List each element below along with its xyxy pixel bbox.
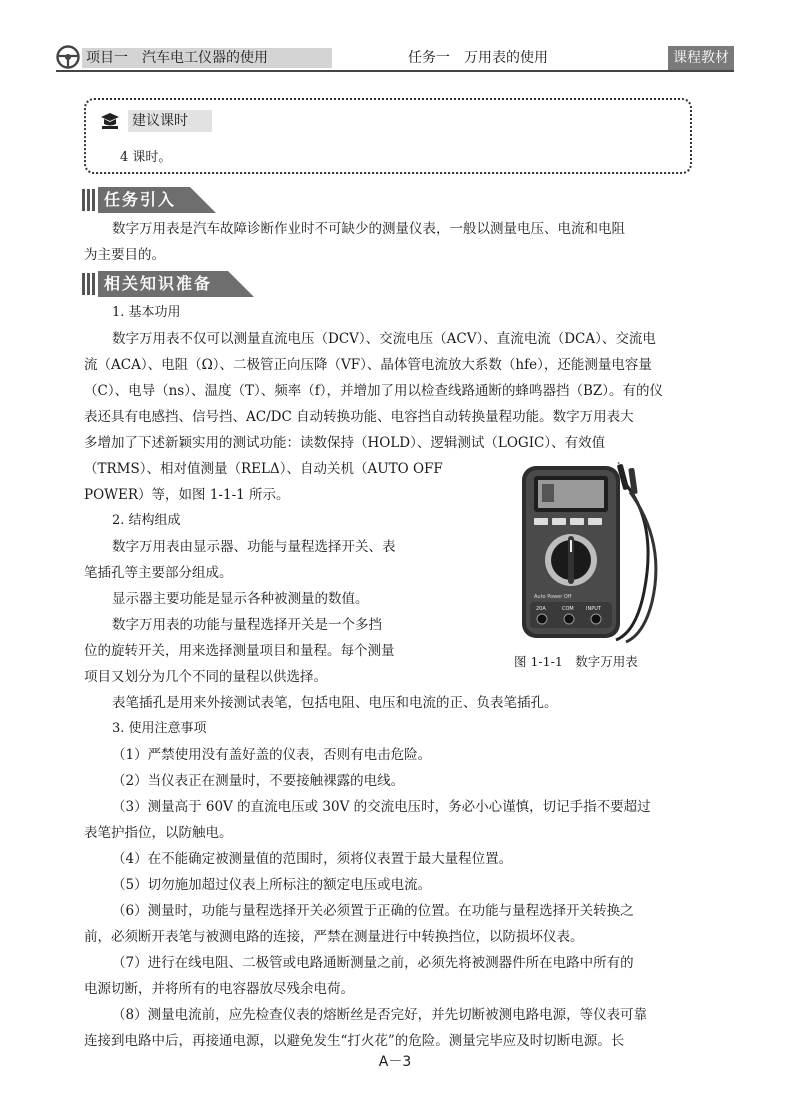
note-line: 连接到电路中后，再接通电源，以避免发生“打火花”的危险。测量完毕应及时切断电源。长 <box>84 1033 625 1049</box>
note-line: 表笔护指位，以防触电。 <box>84 825 233 841</box>
suggested-hours-box <box>84 98 692 174</box>
header-badge: 课程教材 <box>668 46 734 70</box>
multimeter-illustration <box>516 462 666 644</box>
note-line: 电源切断，并将所有的电容器放尽残余电荷。 <box>84 981 354 997</box>
note-line: （8）测量电流前，应先检查仪表的熔断丝是否完好，并先切断被测电路电源，等仪表可靠 <box>112 1007 648 1023</box>
paragraph-line: 数字万用表的功能与量程选择开关是一个多挡 <box>112 617 382 633</box>
note-line: （7）进行在线电阻、二极管或电路通断测量之前，必须先将被测器件所在电路中所有的 <box>112 955 634 971</box>
section-title: 任务引入 <box>104 190 177 209</box>
paragraph-line: 多增加了下述新颖实用的测试功能：读数保持（HOLD）、逻辑测试（LOGIC）、有效值 <box>84 435 606 451</box>
note-line: 前，必须断开表笔与被测电路的连接，严禁在测量进行中转换挡位，以防损坏仪表。 <box>84 929 584 945</box>
note-line: （1）严禁使用没有盖好盖的仪表，否则有电击危险。 <box>112 747 432 763</box>
note-line: （5）切勿施加超过仪表上所标注的额定电压或电流。 <box>112 877 432 893</box>
subheading-structure: 2. 结构组成 <box>112 513 181 528</box>
paragraph-line: 表笔插孔是用来外接测试表笔，包括电阻、电压和电流的正、负表笔插孔。 <box>112 695 558 711</box>
header-divider <box>56 70 734 72</box>
note-line: （4）在不能确定被测量值的范围时，须将仪表置于最大量程位置。 <box>112 851 513 867</box>
paragraph-line: 项目又划分为几个不同的量程以供选择。 <box>84 669 327 685</box>
paragraph-line: 笔插孔等主要部分组成。 <box>84 565 233 581</box>
steering-wheel-icon <box>56 45 80 69</box>
paragraph-line: POWER）等，如图 1-1-1 所示。 <box>84 487 290 503</box>
paragraph-line: 显示器主要功能是显示各种被测量的数值。 <box>112 591 369 607</box>
subheading-precautions: 3. 使用注意事项 <box>112 721 207 736</box>
section-title: 相关知识准备 <box>104 274 213 293</box>
meter-brand-text: Auto Power Off <box>534 594 572 600</box>
suggested-hours-text: 4 课时。 <box>120 150 172 165</box>
jack-label-input: INPUT <box>586 606 601 612</box>
paragraph-line: 数字万用表是汽车故障诊断作业时不可缺少的测量仪表，一般以测量电压、电流和电阻 <box>112 221 625 237</box>
page-number: A－3 <box>378 1054 412 1070</box>
section-heading-task-intro <box>82 187 216 213</box>
jack-label-com: COM <box>562 606 574 612</box>
suggested-hours-title: 建议课时 <box>128 110 212 132</box>
paragraph-line: 数字万用表由显示器、功能与量程选择开关、表 <box>112 539 396 555</box>
figure-caption: 图 1-1-1 数字万用表 <box>514 654 638 669</box>
jack-label-20a: 20A <box>536 606 546 612</box>
graduation-cap-icon <box>100 112 120 130</box>
paragraph-line: 表还具有电感挡、信号挡、AC/DC 自动转换功能、电容挡自动转换量程功能。数字万用表大 <box>84 409 634 425</box>
page-header <box>56 44 734 70</box>
section-heading-knowledge <box>82 271 254 297</box>
header-project-title: 项目一 汽车电工仪器的使用 <box>82 48 332 68</box>
paragraph-line: （TRMS）、相对值测量（RELΔ）、自动关机（AUTO OFF <box>84 461 443 477</box>
paragraph-line: 位的旋转开关，用来选择测量项目和量程。每个测量 <box>84 643 395 659</box>
paragraph-line: 数字万用表不仅可以测量直流电压（DCV）、交流电压（ACV）、直流电流（DCA）、交流电 <box>112 331 656 347</box>
paragraph-line: 为主要目的。 <box>84 247 165 263</box>
note-line: （6）测量时，功能与量程选择开关必须置于正确的位置。在功能与量程选择开关转换之 <box>112 903 634 919</box>
paragraph-line: （C）、电导（ns）、温度（T）、频率（f），并增加了用以检查线路通断的蜂鸣器挡（BZ）。有的仪 <box>84 383 664 399</box>
paragraph-line: 流（ACA）、电阻（Ω）、二极管正向压降（VF）、晶体管电流放大系数（hfe），还能测量电容量 <box>84 357 652 373</box>
header-task-title: 任务一 万用表的使用 <box>408 50 548 66</box>
note-line: （2）当仪表正在测量时，不要接触裸露的电线。 <box>112 773 405 789</box>
subheading-basic-function: 1. 基本功用 <box>112 305 181 320</box>
note-line: （3）测量高于 60V 的直流电压或 30V 的交流电压时，务必小心谨慎，切记手指不要超过 <box>112 799 651 815</box>
